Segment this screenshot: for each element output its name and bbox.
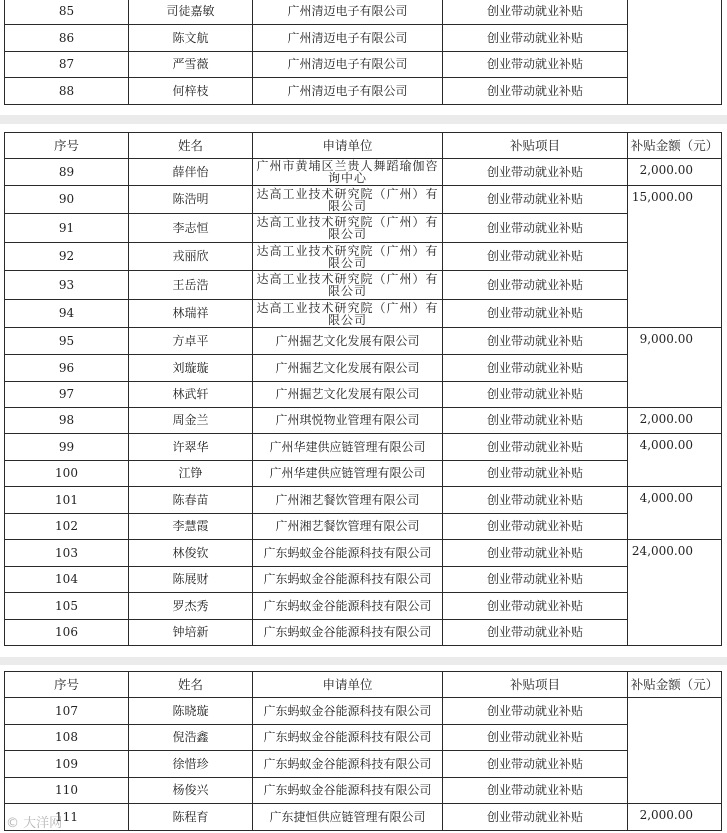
- row-company: 广州湘艺餐饮管理有限公司: [253, 487, 443, 514]
- table-row: [5, 159, 722, 186]
- row-amount: 24,000.00: [628, 540, 722, 646]
- row-item: 创业带动就业补贴: [443, 514, 628, 540]
- watermark-logo: [6, 812, 62, 831]
- row-name: 林瑞祥: [129, 300, 253, 328]
- row-number: 89: [5, 159, 129, 186]
- row-number: 106: [5, 620, 129, 646]
- row-name: 杨俊兴: [129, 778, 253, 804]
- row-company: 达高工业技术研究院（广州）有限公司: [253, 243, 443, 271]
- row-item: 创业带动就业补贴: [443, 328, 628, 355]
- row-name: 许翠华: [129, 434, 253, 461]
- table-row: [5, 0, 722, 25]
- row-name: 林武轩: [129, 382, 253, 408]
- table-row: [5, 514, 722, 540]
- row-item: 创业带动就业补贴: [443, 567, 628, 593]
- row-number: 109: [5, 751, 129, 778]
- row-item: 创业带动就业补贴: [443, 540, 628, 567]
- row-item: 创业带动就业补贴: [443, 487, 628, 514]
- row-company: 达高工业技术研究院（广州）有限公司: [253, 300, 443, 328]
- watermark-icon: ©: [6, 816, 19, 831]
- row-company: 达高工业技术研究院（广州）有限公司: [253, 271, 443, 300]
- row-name: 徐惜珍: [129, 751, 253, 778]
- row-name: 何梓枝: [129, 78, 253, 105]
- table-row: [5, 214, 722, 243]
- table-row: [5, 593, 722, 620]
- row-number: 96: [5, 355, 129, 382]
- table-row: [5, 487, 722, 514]
- row-company: 广州掘艺文化发展有限公司: [253, 328, 443, 355]
- row-name: 王岳浩: [129, 271, 253, 300]
- table-header-row: [5, 672, 722, 698]
- row-company: 广东蚂蚁金谷能源科技有限公司: [253, 725, 443, 751]
- row-name: 陈文航: [129, 25, 253, 52]
- watermark-text: 大洋网: [23, 816, 63, 831]
- row-name: 陈晓璇: [129, 698, 253, 725]
- row-company: 广州掘艺文化发展有限公司: [253, 355, 443, 382]
- row-item: 创业带动就业补贴: [443, 214, 628, 243]
- table-row: [5, 382, 722, 408]
- subsidy-table-3: [4, 671, 722, 831]
- row-item: 创业带动就业补贴: [443, 355, 628, 382]
- row-item: 创业带动就业补贴: [443, 25, 628, 52]
- table-row: [5, 355, 722, 382]
- row-number: 110: [5, 778, 129, 804]
- page-1: [0, 0, 727, 115]
- row-name: 周金兰: [129, 408, 253, 434]
- row-item: 创业带动就业补贴: [443, 434, 628, 461]
- row-number: 95: [5, 328, 129, 355]
- row-company: 广东蚂蚁金谷能源科技有限公司: [253, 620, 443, 646]
- row-item: 创业带动就业补贴: [443, 159, 628, 186]
- row-name: 江铮: [129, 461, 253, 487]
- table-header-row: [5, 133, 722, 159]
- row-name: 薛伴怡: [129, 159, 253, 186]
- row-number: 103: [5, 540, 129, 567]
- row-item: 创业带动就业补贴: [443, 725, 628, 751]
- row-amount: 4,000.00: [628, 487, 722, 540]
- row-name: 刘璇璇: [129, 355, 253, 382]
- table-row: [5, 243, 722, 271]
- row-amount: [628, 698, 722, 804]
- header-item: 补贴项目: [443, 133, 628, 159]
- table-row: [5, 540, 722, 567]
- row-number: 105: [5, 593, 129, 620]
- row-company: 广州清迈电子有限公司: [253, 25, 443, 52]
- row-name: 陈展财: [129, 567, 253, 593]
- row-company: 广州清迈电子有限公司: [253, 52, 443, 78]
- row-company: 广州华建供应链管理有限公司: [253, 434, 443, 461]
- row-name: 陈浩明: [129, 186, 253, 214]
- table-row: [5, 698, 722, 725]
- table-row: [5, 434, 722, 461]
- header-number: 序号: [5, 672, 129, 698]
- row-item: 创业带动就业补贴: [443, 382, 628, 408]
- table-row: [5, 725, 722, 751]
- row-number: 94: [5, 300, 129, 328]
- row-name: 陈程育: [129, 804, 253, 831]
- row-name: 李志恒: [129, 214, 253, 243]
- row-number: 101: [5, 487, 129, 514]
- row-number: 104: [5, 567, 129, 593]
- subsidy-table-1: [4, 0, 722, 105]
- table-row: [5, 804, 722, 831]
- row-company: 广东蚂蚁金谷能源科技有限公司: [253, 778, 443, 804]
- row-item: 创业带动就业补贴: [443, 804, 628, 831]
- table-row: [5, 300, 722, 328]
- row-name: 方卓平: [129, 328, 253, 355]
- row-number: 100: [5, 461, 129, 487]
- row-item: 创业带动就业补贴: [443, 698, 628, 725]
- row-amount: 2,000.00: [628, 408, 722, 434]
- row-item: 创业带动就业补贴: [443, 461, 628, 487]
- row-company: 广州琪悦物业管理有限公司: [253, 408, 443, 434]
- row-company: 广州湘艺餐饮管理有限公司: [253, 514, 443, 540]
- header-amount: 补贴金额（元）: [628, 672, 722, 698]
- row-name: 钟培新: [129, 620, 253, 646]
- row-number: 97: [5, 382, 129, 408]
- row-item: 创业带动就业补贴: [443, 52, 628, 78]
- row-name: 罗杰秀: [129, 593, 253, 620]
- row-number: 102: [5, 514, 129, 540]
- row-number: 90: [5, 186, 129, 214]
- row-item: 创业带动就业补贴: [443, 186, 628, 214]
- row-name: 陈春苗: [129, 487, 253, 514]
- page-3: [0, 665, 727, 833]
- header-number: 序号: [5, 133, 129, 159]
- row-amount: 4,000.00: [628, 434, 722, 487]
- row-company: 广州掘艺文化发展有限公司: [253, 382, 443, 408]
- header-amount: 补贴金额（元）: [628, 133, 722, 159]
- row-item: 创业带动就业补贴: [443, 78, 628, 105]
- table-row: [5, 620, 722, 646]
- table-row: [5, 271, 722, 300]
- table-row: [5, 328, 722, 355]
- row-company: 广州清迈电子有限公司: [253, 0, 443, 25]
- header-name: 姓名: [129, 672, 253, 698]
- row-number: 93: [5, 271, 129, 300]
- row-item: 创业带动就业补贴: [443, 271, 628, 300]
- row-company: 广东蚂蚁金谷能源科技有限公司: [253, 593, 443, 620]
- row-item: 创业带动就业补贴: [443, 593, 628, 620]
- row-item: 创业带动就业补贴: [443, 751, 628, 778]
- row-number: 107: [5, 698, 129, 725]
- table-row: [5, 461, 722, 487]
- row-number: 85: [5, 0, 129, 25]
- row-amount: [628, 0, 722, 105]
- row-amount: 2,000.00: [628, 159, 722, 186]
- row-number: 91: [5, 214, 129, 243]
- row-item: 创业带动就业补贴: [443, 408, 628, 434]
- row-name: 倪浩鑫: [129, 725, 253, 751]
- row-number: 86: [5, 25, 129, 52]
- subsidy-table-2: [4, 132, 722, 646]
- row-number: 87: [5, 52, 129, 78]
- row-item: 创业带动就业补贴: [443, 778, 628, 804]
- row-company: 广东蚂蚁金谷能源科技有限公司: [253, 540, 443, 567]
- table-row: [5, 186, 722, 214]
- row-name: 李慧霞: [129, 514, 253, 540]
- header-company: 申请单位: [253, 672, 443, 698]
- row-number: 88: [5, 78, 129, 105]
- row-amount: 15,000.00: [628, 186, 722, 328]
- header-item: 补贴项目: [443, 672, 628, 698]
- row-company: 广东蚂蚁金谷能源科技有限公司: [253, 751, 443, 778]
- row-item: 创业带动就业补贴: [443, 620, 628, 646]
- row-name: 林俊钦: [129, 540, 253, 567]
- row-company: 广东蚂蚁金谷能源科技有限公司: [253, 567, 443, 593]
- table-row: [5, 751, 722, 778]
- row-item: 创业带动就业补贴: [443, 300, 628, 328]
- row-company: 广州市黄埔区兰贵人舞蹈瑜伽咨询中心: [253, 159, 443, 186]
- row-item: 创业带动就业补贴: [443, 0, 628, 25]
- row-company: 达高工业技术研究院（广州）有限公司: [253, 186, 443, 214]
- row-number: 111: [5, 804, 129, 831]
- row-company: 广州清迈电子有限公司: [253, 78, 443, 105]
- row-name: 戎丽欣: [129, 243, 253, 271]
- row-company: 广东蚂蚁金谷能源科技有限公司: [253, 698, 443, 725]
- row-amount: 9,000.00: [628, 328, 722, 408]
- row-number: 99: [5, 434, 129, 461]
- row-number: 98: [5, 408, 129, 434]
- row-name: 严雪薇: [129, 52, 253, 78]
- row-number: 92: [5, 243, 129, 271]
- page-2: [0, 124, 727, 657]
- row-company: 达高工业技术研究院（广州）有限公司: [253, 214, 443, 243]
- row-company: 广州华建供应链管理有限公司: [253, 461, 443, 487]
- row-name: 司徒嘉敏: [129, 0, 253, 25]
- row-number: 108: [5, 725, 129, 751]
- table-row: [5, 25, 722, 52]
- row-company: 广东捷恒供应链管理有限公司: [253, 804, 443, 831]
- table-row: [5, 78, 722, 105]
- header-company: 申请单位: [253, 133, 443, 159]
- header-name: 姓名: [129, 133, 253, 159]
- table-row: [5, 567, 722, 593]
- table-row: [5, 778, 722, 804]
- row-item: 创业带动就业补贴: [443, 243, 628, 271]
- row-amount: 2,000.00: [628, 804, 722, 831]
- table-row: [5, 52, 722, 78]
- table-row: [5, 408, 722, 434]
